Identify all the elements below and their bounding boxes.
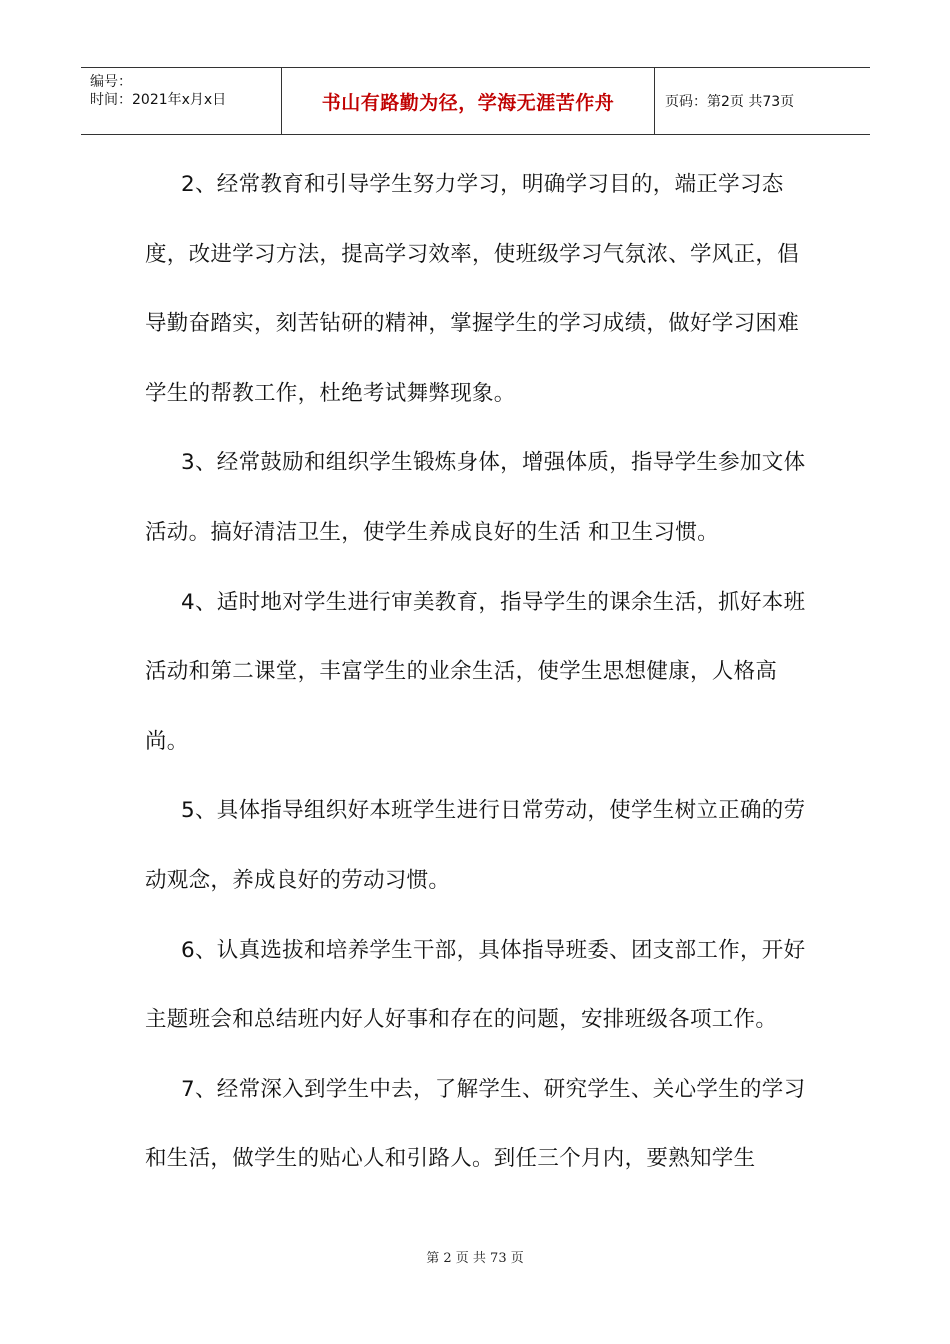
paragraph-item-5: 5、具体指导组织好本班学生进行日常劳动，使学生树立正确的劳动观念，养成良好的劳动习惯。 (145, 798, 806, 893)
document-body (145, 150, 815, 1194)
paragraph-item-6: 6、认真选拔和培养学生干部，具体指导班委、团支部工作，开好主题班会和总结班内好人好事和存在的问题，安排班级各项工作。 (145, 937, 806, 1033)
header-motto: 书山有路勤为径，学海无涯苦作舟 (321, 91, 615, 114)
paragraph-item-2: 2、经常教育和引导学生努力学习，明确学习目的，端正学习态度，改进学习方法，提高学习效率，使班级学习气氛浓、学风正，倡导勤奋踏实，刻苦钻研的精神，掌握学生的学习成绩，做好学习困难学生的帮教工作，杜绝考试舞弊现象。 (145, 172, 800, 406)
header-motto-cell (281, 68, 655, 134)
header-page-cell (655, 68, 870, 134)
document-date-label: 时间：2021年x月x日 (90, 92, 227, 108)
document-header (81, 67, 870, 135)
header-meta-cell (81, 68, 281, 134)
paragraph-item-3: 3、经常鼓励和组织学生锻炼身体，增强体质，指导学生参加文体活动。搞好清洁卫生，使学生养成良好的生活 和卫生习惯。 (145, 450, 806, 545)
document-number-label: 编号： (90, 74, 132, 90)
paragraph-item-7: 7、经常深入到学生中去，了解学生、研究学生、关心学生的学习和生活，做学生的贴心人和引路人。到任三个月内，要熟知学生 (145, 1076, 806, 1172)
page-footer: 第 2 页 共 73 页 (426, 1251, 524, 1266)
header-page-info: 页码：第2页 共73页 (665, 94, 795, 110)
paragraph-item-4: 4、适时地对学生进行审美教育，指导学生的课余生活，抓好本班活动和第二课堂，丰富学生的业余生活，使学生思想健康，人格高尚。 (145, 589, 806, 754)
